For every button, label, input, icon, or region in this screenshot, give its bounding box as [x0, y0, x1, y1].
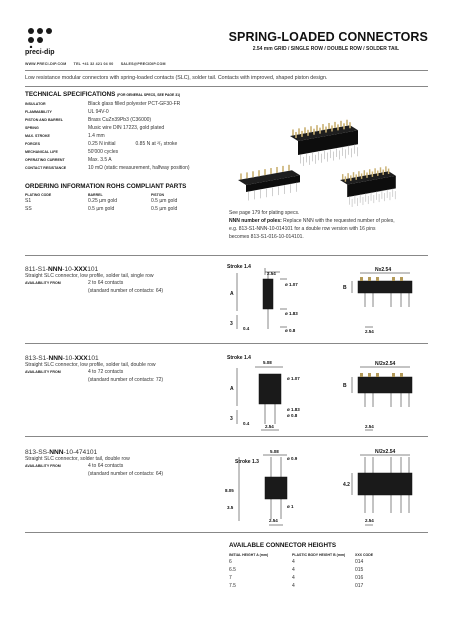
- dim-nx: N/2x2.54: [375, 449, 396, 455]
- table-row: [229, 558, 429, 566]
- dim-dia: ø 1.07: [287, 376, 300, 381]
- heights-table-header: [229, 553, 429, 557]
- dim-stroke: Stroke 1.4: [227, 264, 251, 270]
- divider: [25, 343, 428, 344]
- divider: [25, 436, 428, 437]
- xxx-code: 014: [355, 559, 364, 565]
- drawing-813-ss: [225, 445, 430, 530]
- dim-dia: ø 0.8: [287, 413, 298, 418]
- spec-row: [25, 108, 225, 116]
- body-height: 4: [292, 583, 295, 589]
- part-number: 813-S1-NNN-10-XXX101: [25, 355, 99, 362]
- section-heading: ORDERING INFORMATION ROHS COMPLIANT PARTS: [25, 183, 187, 190]
- note-line: e.g. 813-S1-NNN-10-014101 for a double row version with 16 pins: [229, 226, 376, 232]
- table-row: [229, 566, 429, 574]
- spec-value-secondary: 0.85 N at ²/₃ stroke: [135, 141, 178, 147]
- spec-row: [25, 124, 225, 132]
- tech-specs-section: [25, 91, 225, 172]
- dim-height: 3: [230, 416, 233, 422]
- piston-plating: 0.5 µm gold: [151, 198, 178, 204]
- spec-value: Music wire DIN 17223, gold plated: [88, 125, 165, 131]
- dim-b: B: [343, 383, 347, 389]
- availability: AVAILABILITY FROM 2 to 64 contacts (standard number of contacts: 64): [25, 280, 164, 294]
- spec-value: 1.4 mm: [88, 133, 105, 139]
- product-813-ss: [25, 449, 163, 478]
- spec-label: PISTON AND BARREL: [25, 118, 63, 122]
- spec-row: [25, 164, 225, 172]
- col-header: XXX CODE: [355, 553, 374, 557]
- dim-pitch: 2.54: [269, 518, 278, 523]
- spec-label: MECHANICAL LIFE: [25, 150, 58, 154]
- drawing-811: [225, 259, 430, 341]
- piston-plating: 0.5 µm gold: [151, 206, 178, 212]
- page-title: SPRING-LOADED CONNECTORS: [228, 30, 428, 44]
- dim-nx: N/2x2.54: [375, 361, 396, 367]
- table-row: [229, 574, 429, 582]
- xxx-code: 017: [355, 583, 364, 589]
- dim-dia: ø 1.83: [285, 311, 298, 316]
- spec-value: Max. 3.5 A: [88, 157, 112, 163]
- divider: [25, 86, 428, 87]
- dim-pitch: 2.54: [365, 518, 374, 523]
- spec-value: 10 mΩ (static measurement, halfway position): [88, 165, 190, 171]
- part-description: Straight SLC connector, solder tail, double row: [25, 456, 130, 462]
- dim-pitch: 2.54: [265, 424, 274, 429]
- spec-row: [25, 116, 225, 124]
- spec-value: Brass CuZn39Pb3 (C36000): [88, 117, 152, 123]
- col-header: BARREL: [88, 193, 103, 197]
- table-row: [25, 197, 225, 205]
- availability: AVAILABILITY FROM 4 to 72 contacts (standard number of contacts: 72): [25, 369, 164, 383]
- connector-photo: [230, 96, 430, 208]
- col-header: INITIAL HEIGHT A (mm): [229, 553, 269, 557]
- heights-section: [229, 542, 429, 590]
- phone-text: TEL +41 32 421 04 00: [73, 62, 114, 66]
- email-link[interactable]: SALES@PRECIDIP.COM: [120, 62, 166, 66]
- dim-dia: ø 1.07: [285, 282, 298, 287]
- product-811: [25, 266, 163, 295]
- xxx-code: 015: [355, 567, 364, 573]
- section-heading: AVAILABLE CONNECTOR HEIGHTS: [229, 542, 337, 549]
- intro-text: Low resistance modular connectors with spring-loaded contacts (SLC), solder tail. Contacts with improved, shaped piston design.: [25, 75, 328, 81]
- dim-b: 4.2: [343, 482, 350, 488]
- part-number: 813-SS-NNN-10-474101: [25, 449, 98, 456]
- body-height: 4: [292, 559, 295, 565]
- col-header: PLATING CODE: [25, 193, 52, 197]
- note-line: becomes 813-S1-016-10-014101.: [229, 234, 304, 240]
- initial-height: 6.5: [229, 567, 236, 573]
- spec-label: OPERATING CURRENT: [25, 158, 65, 162]
- page-subtitle: 2.54 mm GRID / SINGLE ROW / DOUBLE ROW / SOLDER TAIL: [252, 46, 399, 52]
- note-line: NNN number of poles: Replace NNN with the requested number of poles,: [229, 218, 395, 224]
- part-description: Straight SLC connector, low profile, solder tail, single row: [25, 273, 154, 279]
- dim-height: 8.05: [225, 488, 234, 493]
- spec-label: CONTACT RESISTANCE: [25, 166, 67, 170]
- divider: [25, 70, 428, 71]
- spec-label: INSULATOR: [25, 102, 46, 106]
- spec-label: MAX. STROKE: [25, 134, 50, 138]
- barrel-plating: 0.5 µm gold: [88, 206, 115, 212]
- spec-label: FLAMMABILITY: [25, 110, 52, 114]
- dim-height: 3.5: [227, 505, 234, 510]
- dim-width: 5.08: [263, 360, 272, 365]
- availability: AVAILABILITY FROM 4 to 64 contacts (standard number of contacts: 64): [25, 463, 164, 477]
- dim-nx: Nx2.54: [375, 267, 392, 273]
- ordering-note: [229, 209, 429, 241]
- table-row: [229, 582, 429, 590]
- part-number: 811-S1-NNN-10-XXX101: [25, 266, 99, 273]
- part-description: Straight SLC connector, low profile, solder tail, double row: [25, 362, 156, 368]
- plating-code: S1: [25, 198, 32, 204]
- product-813-s1: [25, 355, 163, 384]
- brand-name: preci-dip: [25, 49, 55, 56]
- dim-dia: ø 1: [287, 504, 294, 509]
- dim-dia: ø 0.9: [287, 456, 298, 461]
- contact-line: [25, 62, 172, 66]
- dim-dia: ø 1.83: [287, 407, 300, 412]
- spec-value: 50'000 cycles: [88, 149, 119, 155]
- dim-thickness: 0.4: [243, 326, 250, 331]
- dim-width: 5.08: [270, 449, 279, 454]
- initial-height: 7: [229, 575, 232, 581]
- spec-row: [25, 100, 225, 108]
- dim-pitch: 2.54: [365, 329, 374, 334]
- dim-a: A: [230, 291, 234, 297]
- dim-thickness: 0.4: [243, 421, 250, 426]
- divider: [25, 255, 428, 256]
- spec-row: [25, 148, 225, 156]
- barrel-plating: 0.25 µm gold: [88, 198, 118, 204]
- col-header: PLASTIC BODY HEIGHT B (mm): [292, 553, 346, 557]
- website-link[interactable]: WWW.PRECI-DIP.COM: [25, 62, 67, 66]
- body-height: 4: [292, 575, 295, 581]
- spec-row: [25, 132, 225, 140]
- initial-height: 6: [229, 559, 232, 565]
- dim-stroke: Stroke 1.4: [227, 355, 251, 361]
- drawing-813-s1: [225, 350, 430, 434]
- spec-label: FORCES: [25, 142, 40, 146]
- ordering-section: [25, 183, 225, 213]
- spec-value: Black glass filled polyester PCT-GF30-FR: [88, 101, 181, 107]
- dim-stroke: Stroke 1.3: [235, 459, 259, 465]
- dim-pitch: 2.54: [365, 424, 374, 429]
- note-line: See page 179 for plating specs.: [229, 210, 300, 216]
- spec-value: UL 94V-0: [88, 109, 109, 115]
- dim-pitch: 2.54: [267, 271, 276, 276]
- spec-value: 0.25 N initial: [88, 141, 116, 147]
- spec-row: [25, 156, 225, 164]
- initial-height: 7.5: [229, 583, 236, 589]
- dim-b: B: [343, 285, 347, 291]
- body-height: 4: [292, 567, 295, 573]
- dim-a: A: [230, 386, 234, 392]
- dim-height: 3: [230, 321, 233, 327]
- spec-row: [25, 140, 225, 148]
- preci-dip-logo: [25, 26, 55, 48]
- xxx-code: 016: [355, 575, 364, 581]
- divider: [25, 532, 428, 533]
- plating-code: SS: [25, 206, 32, 212]
- dim-dia: ø 0.8: [285, 328, 296, 333]
- spec-label: SPRING: [25, 126, 39, 130]
- col-header: PISTON: [151, 193, 164, 197]
- section-heading: TECHNICAL SPECIFICATIONS (FOR GENERAL SPECS, SEE PAGE 31): [25, 91, 181, 98]
- table-row: [25, 205, 225, 213]
